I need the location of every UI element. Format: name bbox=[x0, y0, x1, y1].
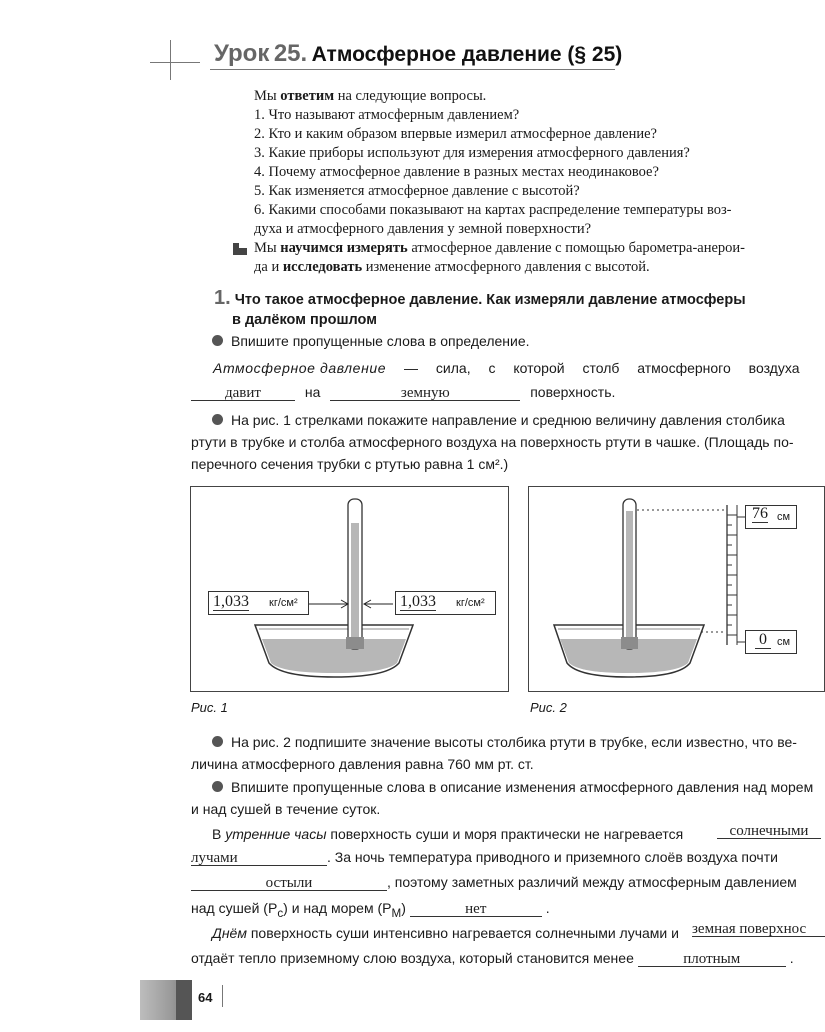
task4-line1: Впишите пропущенные слова в описание изменения атмосферного давления над морем bbox=[231, 779, 814, 795]
morning-italic: утренние часы bbox=[225, 826, 327, 842]
learn-prefix: Мы bbox=[254, 240, 281, 256]
answer-solnechnymi[interactable]: солнечными bbox=[717, 824, 821, 839]
task1-answers bbox=[191, 381, 615, 403]
day-line2 bbox=[191, 947, 794, 969]
height-unit-bottom: см bbox=[777, 636, 791, 648]
word-na: на bbox=[304, 384, 321, 400]
question-3: 3. Какие приборы используют для измерения атмосферного давления? bbox=[254, 145, 690, 161]
bullet-icon bbox=[212, 335, 223, 346]
height-value-top: 76 bbox=[752, 505, 768, 522]
subscript-c: c bbox=[277, 906, 284, 920]
morning-text1: поверхность суши и моря практически не нагревается bbox=[326, 826, 684, 842]
learn-icon bbox=[232, 242, 248, 262]
day-text3: . bbox=[789, 950, 794, 966]
task2-line2: ртути в трубке и столба атмосферного воздуха на поверхность ртути в чашке. (Площадь по- bbox=[191, 434, 794, 450]
morning-text4b: ) и над морем (P bbox=[283, 900, 392, 916]
lesson-header bbox=[214, 40, 622, 68]
morning-line4 bbox=[191, 897, 550, 925]
figure-1 bbox=[190, 486, 509, 692]
lesson-label: Урок bbox=[214, 40, 270, 67]
learn-line2-a: да и bbox=[254, 259, 283, 275]
morning-text2: . За ночь температура приводного и приземного слоёв воздуха почти bbox=[327, 849, 778, 865]
question-1: 1. Что называют атмосферным давлением? bbox=[254, 107, 520, 123]
pressure-box-left[interactable] bbox=[208, 591, 309, 615]
intro-answer-word: ответим bbox=[280, 88, 335, 104]
day-text1: поверхность суши интенсивно нагревается солнечными лучами и bbox=[246, 925, 679, 941]
subscript-m: M bbox=[391, 906, 402, 920]
question-6-cont: духа и атмосферного давления у земной поверхности? bbox=[254, 221, 592, 237]
morning-line1 bbox=[212, 823, 683, 845]
lesson-title: Атмосферное давление (§ 25) bbox=[311, 43, 623, 66]
word-surface: поверхность. bbox=[530, 384, 616, 400]
footer-rule bbox=[222, 985, 223, 1007]
task2-block bbox=[191, 409, 823, 475]
section-title-2: в далёком прошлом bbox=[232, 312, 377, 328]
footer-decor-dark bbox=[176, 980, 192, 1020]
learn-line2-b: изменение атмосферного давления с высотой. bbox=[362, 259, 650, 275]
task3-block bbox=[191, 731, 823, 775]
crop-mark bbox=[150, 62, 200, 63]
task2-line3: перечного сечения трубки с ртутью равна 1 см².) bbox=[191, 456, 509, 472]
height-unit-top: см bbox=[777, 511, 791, 523]
mercury-column bbox=[351, 523, 359, 647]
answer-zemnuyu[interactable]: земную bbox=[330, 386, 520, 401]
morning-text4c: ) bbox=[401, 900, 406, 916]
figure-1-caption: Рис. 1 bbox=[191, 700, 228, 715]
pressure-unit-left: кг/см² bbox=[269, 597, 298, 609]
question-5: 5. Как изменяется атмосферное давление с высотой? bbox=[254, 183, 580, 199]
task1-instruction bbox=[212, 330, 530, 352]
definition-text: — сила, с которой столб атмосферного воздуха bbox=[386, 360, 800, 376]
figure-2-caption: Рис. 2 bbox=[530, 700, 567, 715]
day-italic: Днём bbox=[212, 925, 247, 941]
learn-mid: атмосферное давление с помощью барометра-анерои- bbox=[407, 240, 746, 256]
header-rule bbox=[210, 69, 615, 70]
mercury-bowl bbox=[262, 639, 406, 673]
pressure-box-right[interactable] bbox=[395, 591, 496, 615]
learn-bold2: исследовать bbox=[282, 259, 363, 275]
answer-net[interactable]: нет bbox=[410, 902, 542, 917]
bullet-icon bbox=[212, 781, 223, 792]
morning-prefix: В bbox=[212, 826, 226, 842]
intro-block bbox=[254, 87, 824, 277]
barometer-drawing-1 bbox=[191, 487, 508, 691]
morning-text4a: над сушей (P bbox=[191, 900, 278, 916]
height-value-bottom: 0 bbox=[755, 632, 771, 649]
bullet-icon bbox=[212, 414, 223, 425]
section-number: 1. bbox=[214, 287, 231, 309]
bullet-icon bbox=[212, 736, 223, 747]
task1-definition bbox=[213, 357, 821, 379]
day-text2: отдаёт тепло приземному слою воздуха, который становится менее bbox=[191, 950, 634, 966]
answer-zemnaya-poverhnost[interactable]: земная поверхнос bbox=[692, 922, 825, 937]
pressure-value-right: 1,033 bbox=[400, 593, 436, 610]
height-box-bottom[interactable] bbox=[745, 630, 797, 654]
ruler bbox=[727, 505, 745, 645]
answer-davit[interactable]: давит bbox=[191, 386, 295, 401]
task3-line2: личина атмосферного давления равна 760 мм рт. ст. bbox=[191, 756, 534, 772]
day-line1 bbox=[212, 922, 679, 944]
answer-plotnym[interactable]: плотным bbox=[638, 952, 786, 967]
task4-block bbox=[191, 776, 823, 820]
question-4: 4. Почему атмосферное давление в разных местах неодинаковое? bbox=[254, 164, 659, 180]
definition-term: Атмосферное давление bbox=[213, 360, 387, 376]
task1-text: Впишите пропущенные слова в определение. bbox=[231, 333, 530, 349]
answer-luchami[interactable]: лучами bbox=[191, 851, 327, 866]
task2-line1: На рис. 1 стрелками покажите направление и среднюю величину давления столбика bbox=[231, 412, 785, 428]
pressure-value-left: 1,033 bbox=[213, 593, 249, 610]
intro-suffix: на следующие вопросы. bbox=[334, 88, 487, 104]
morning-text3: , поэтому заметных различий между атмосферным давлением bbox=[387, 874, 797, 890]
intro-prefix: Мы bbox=[254, 88, 281, 104]
morning-text4d: . bbox=[545, 900, 550, 916]
learn-bold: научимся измерять bbox=[280, 240, 408, 256]
page-number: 64 bbox=[198, 990, 213, 1005]
section-title-1: Что такое атмосферное давление. Как измеряли давление атмосферы bbox=[234, 292, 746, 308]
morning-line3 bbox=[191, 871, 797, 893]
lesson-number: 25. bbox=[273, 40, 308, 67]
question-2: 2. Кто и каким образом впервые измерил атмосферное давление? bbox=[254, 126, 657, 142]
answer-ostyli[interactable]: остыли bbox=[191, 876, 387, 891]
pressure-unit-right: кг/см² bbox=[456, 597, 485, 609]
crop-mark bbox=[170, 40, 171, 80]
mercury-column bbox=[626, 511, 633, 647]
task4-line2: и над сушей в течение суток. bbox=[191, 801, 381, 817]
morning-line2 bbox=[191, 846, 778, 868]
section-heading bbox=[214, 288, 814, 330]
question-6: 6. Какими способами показывают на картах распределение температуры воз- bbox=[254, 202, 732, 218]
height-box-top[interactable] bbox=[745, 505, 797, 529]
task3-line1: На рис. 2 подпишите значение высоты столбика ртути в трубке, если известно, что ве- bbox=[231, 734, 797, 750]
figure-2 bbox=[528, 486, 825, 692]
